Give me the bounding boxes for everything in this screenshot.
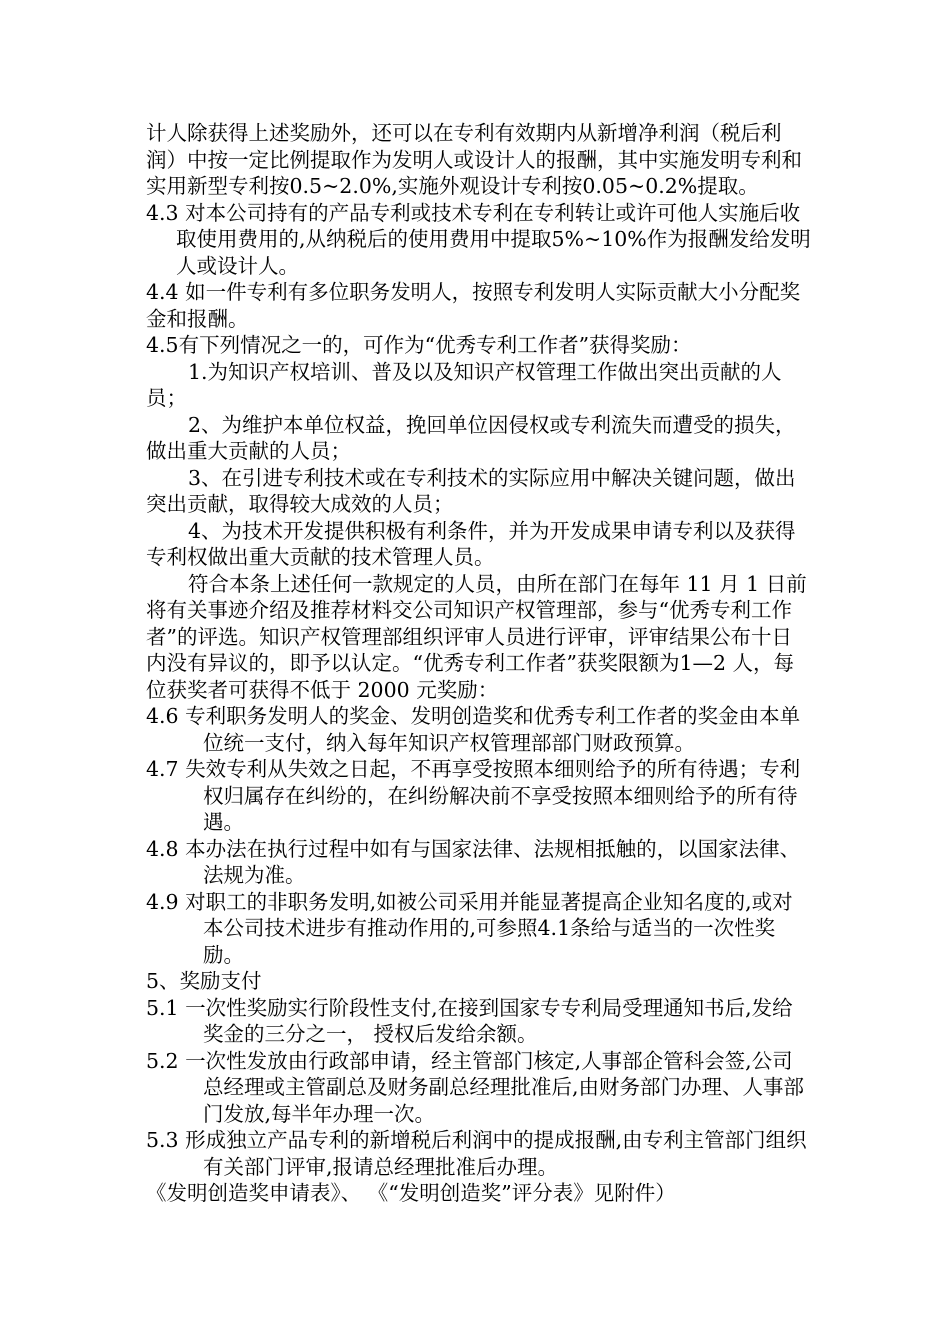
section-5-heading: 5、奖励支付: [146, 969, 262, 993]
clause-5-3: 5.3 形成独立产品专利的新增税后利润中的提成报酬,由专利主管部门组织有关部门评审,报请总经理批准后办理。: [146, 1128, 807, 1179]
clause-4-9: 4.9 对职工的非职务发明,如被公司采用并能显著提高企业知名度的,或对本公司技术进步有推动作用的,可参照4.1条给与适当的一次性奖励。: [146, 889, 793, 967]
clause-5-1: 5.1 一次性奖励实行阶段性支付,在接到国家专专利局受理通知书后,发给奖金的三分之一， 授权后发给余额。: [146, 995, 793, 1046]
clause-4-4: 4.4 如一件专利有多位职务发明人，按照专利发明人实际贡献大小分配奖金和报酬。: [146, 280, 801, 331]
clause-4-5-item-1: 1.为知识产权培训、普及以及知识产权管理工作做出突出贡献的人员；: [146, 359, 782, 410]
paragraph-continuation: 计人除获得上述奖励外，还可以在专利有效期内从新增净利润（税后利润）中按一定比例提取作为发明人或设计人的报酬，其中实施发明专利和实用新型专利按0.5~2.0%,实施外观设计专利按0.05~0.2%提取。: [146, 121, 802, 198]
document-body: [146, 120, 811, 1207]
clause-4-3: 4.3 对本公司持有的产品专利或技术专利在专利转让或许可他人实施后收取使用费用的,从纳税后的使用费用中提取5%~10%作为报酬发给发明人或设计人。: [146, 200, 811, 278]
clause-4-8: 4.8 本办法在执行过程中如有与国家法律、法规相抵触的，以国家法律、法规为准。: [146, 836, 801, 887]
clause-4-5: 4.5有下列情况之一的，可作为“优秀专利工作者”获得奖励：: [146, 333, 692, 357]
clause-4-7: 4.7 失效专利从失效之日起，不再享受按照本细则给予的所有待遇；专利权归属存在纠纷的，在纠纷解决前不享受按照本细则给予的所有待遇。: [146, 757, 801, 834]
clause-4-5-summary: 符合本条上述任何一款规定的人员，由所在部门在每年 11 月 1 日前将有关事迹介绍及推荐材料交公司知识产权管理部，参与“优秀专利工作者”的评选。知识产权管理部组织评审人员进行评审，评审结果公布十日内没有异议的，即予以认定。“优秀专利工作者”获奖限额为1—2 人，每位获奖者可获得不低于 2000 元奖励：: [146, 571, 807, 702]
clause-4-5-item-2: 2、为维护本单位权益，挽回单位因侵权或专利流失而遭受的损失，做出重大贡献的人员；: [146, 412, 796, 463]
attachment-note: 《发明创造奖申请表》、 《“发明创造奖”评分表》见附件）: [146, 1181, 676, 1205]
clause-5-2: 5.2 一次性发放由行政部申请，经主管部门核定,人事部企管科会签,公司总经理或主管副总及财务副总经理批准后,由财务部门办理、人事部门发放,每半年办理一次。: [146, 1048, 805, 1126]
clause-4-5-item-3: 3、在引进专利技术或在专利技术的实际应用中解决关键问题，做出突出贡献，取得较大成效的人员；: [146, 465, 796, 516]
clause-4-5-item-4: 4、为技术开发提供积极有利条件，并为开发成果申请专利以及获得专利权做出重大贡献的技术管理人员。: [146, 518, 796, 569]
clause-4-6: 4.6 专利职务发明人的奖金、发明创造奖和优秀专利工作者的奖金由本单位统一支付，纳入每年知识产权管理部部门财政预算。: [146, 704, 801, 755]
